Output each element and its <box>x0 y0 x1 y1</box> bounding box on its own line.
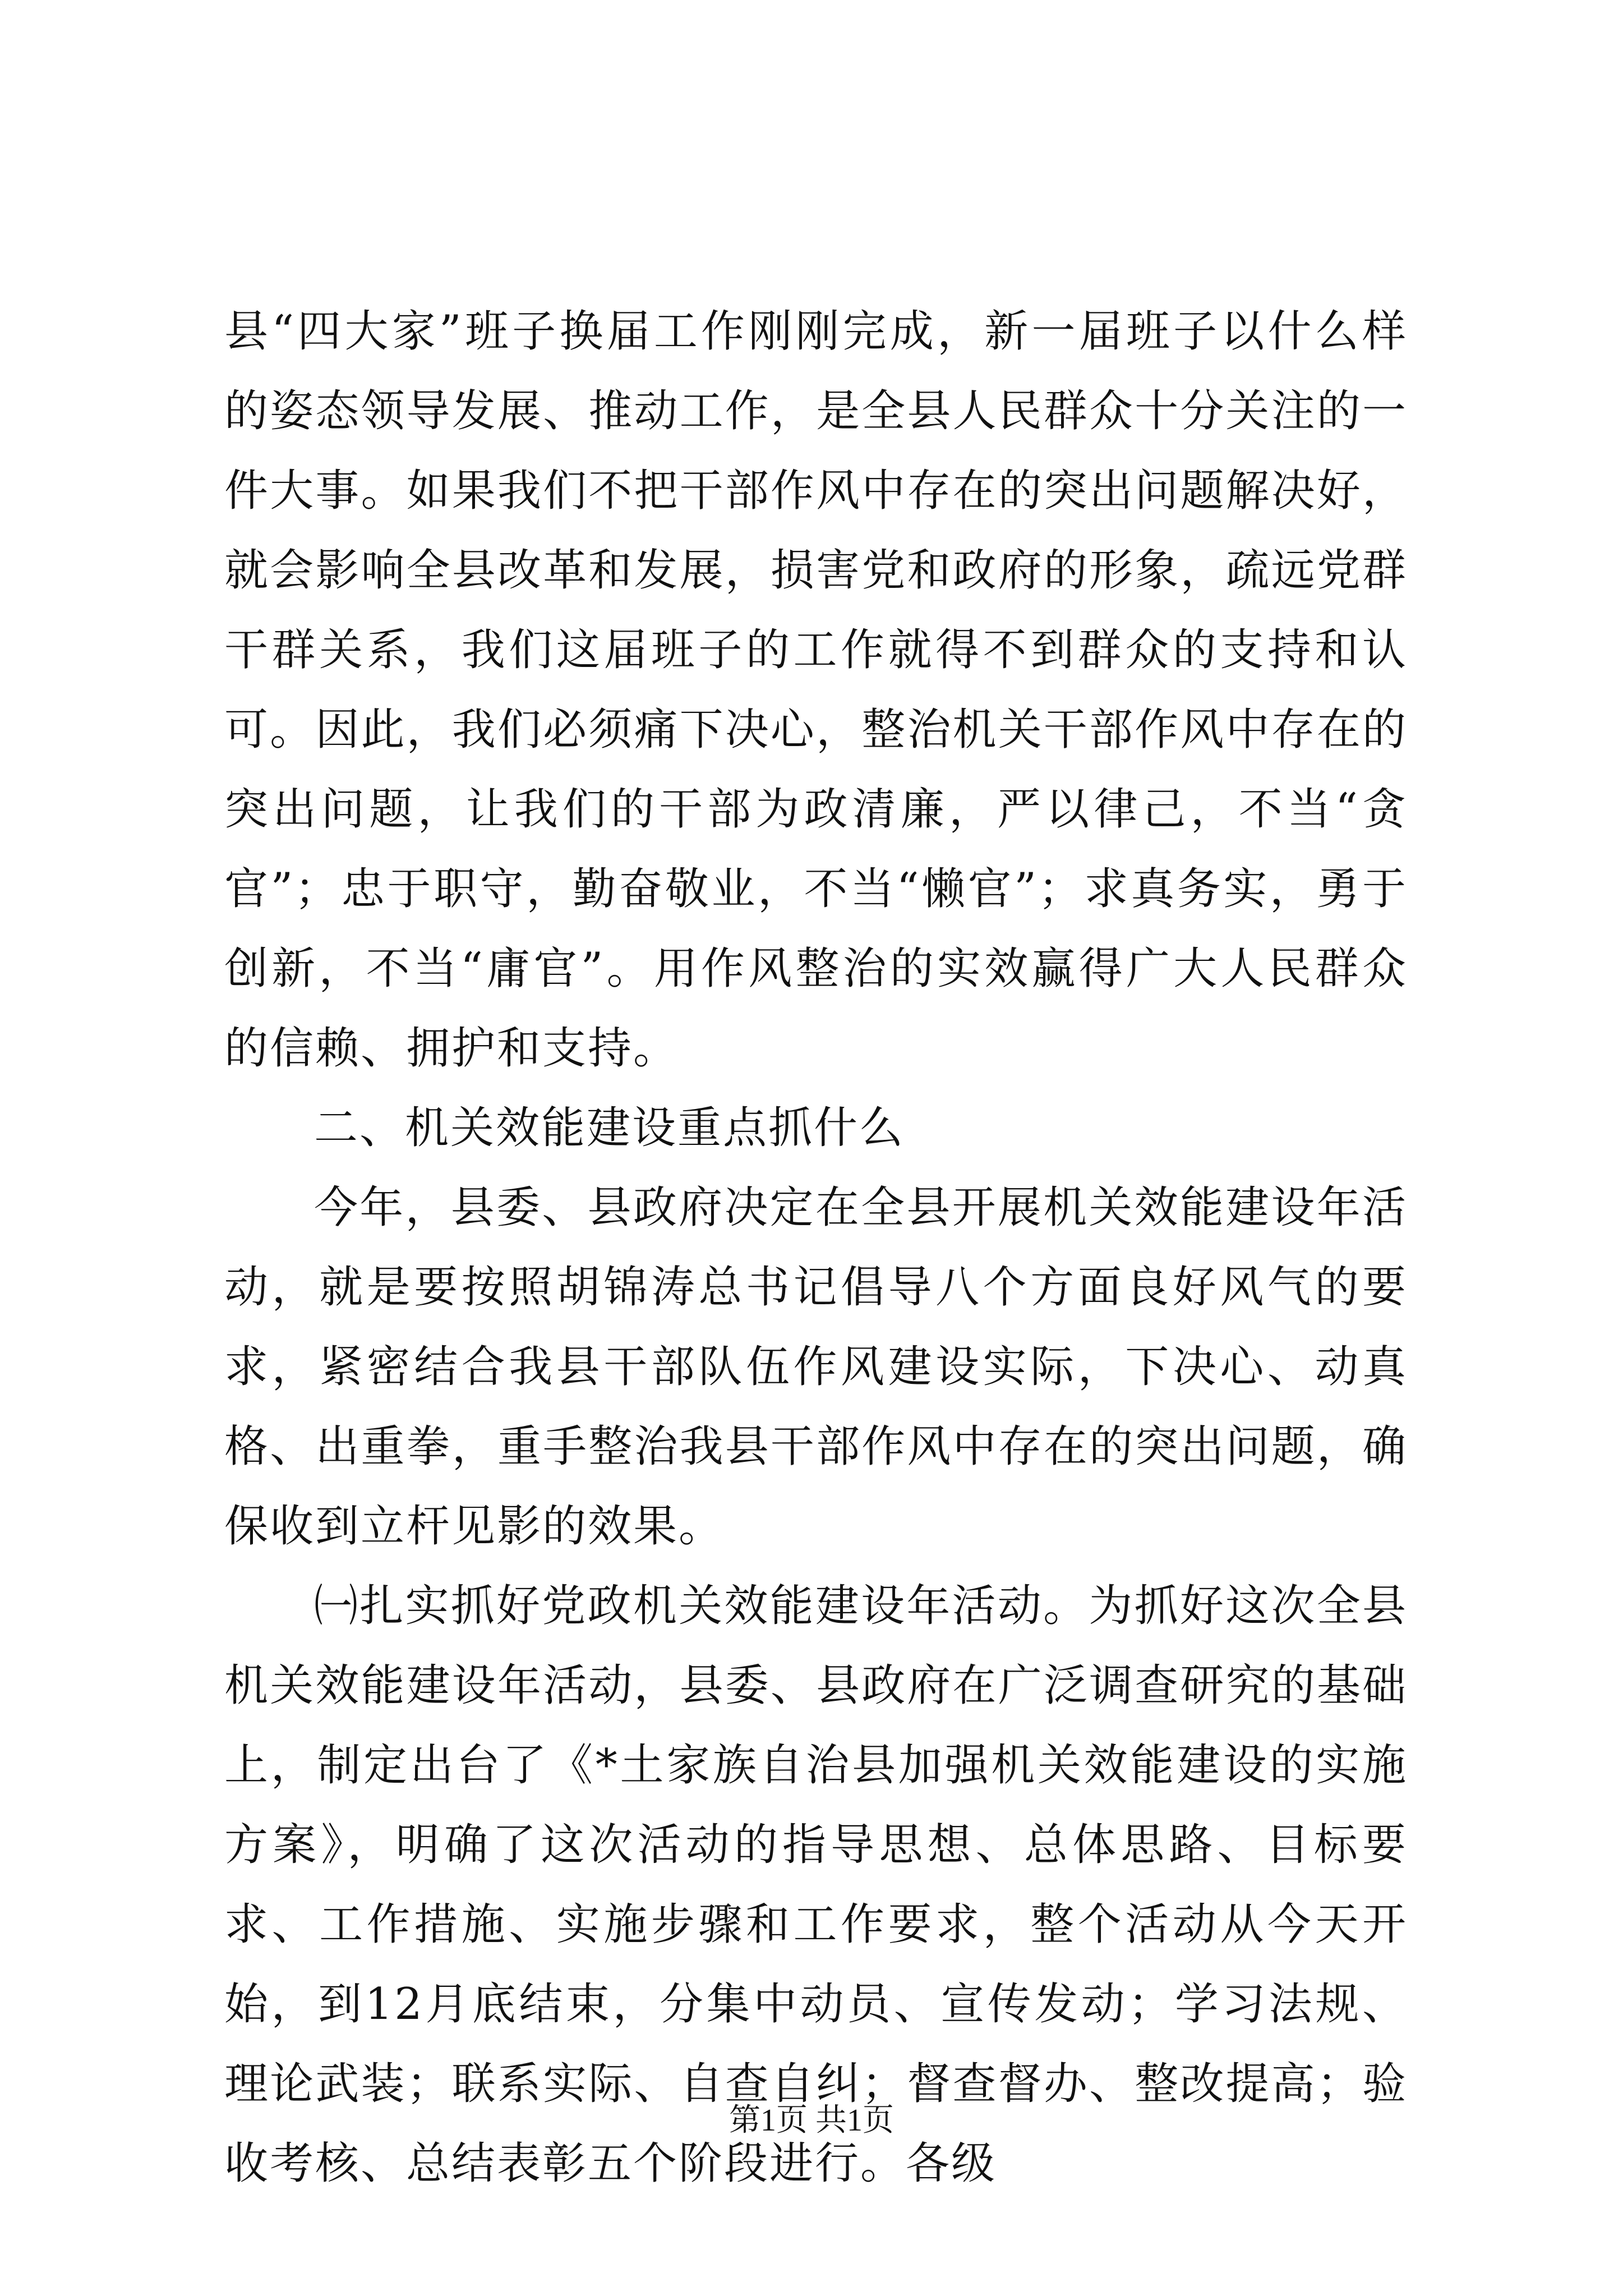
paragraph-1: 县“四大家”班子换届工作刚刚完成，新一届班子以什么样的姿态领导发展、推动工作，是全县人民群众十分关注的一件大事。如果我们不把干部作风中存在的突出问题解决好，就会影响全县改革和发展，损害党和政府的形象，疏远党群干群关系，我们这届班子的工作就得不到群众的支持和认可。因此，我们必须痛下决心，整治机关干部作风中存在的突出问题，让我们的干部为政清廉，严以律己，不当“贪官”；忠于职守，勤奋敬业，不当“懒官”；求真务实，勇于创新，不当“庸官”。用作风整治的实效赢得广大人民群众的信赖、拥护和支持。 <box>224 306 1408 1074</box>
page-footer: 第1页 共1页 <box>729 2103 894 2138</box>
paragraph-4: ㈠扎实抓好党政机关效能建设年活动。为抓好这次全县机关效能建设年活动，县委、县政府在广泛调查研究的基础上，制定出台了《*土家族自治县加强机关效能建设的实施方案》，明确了这次活动的指导思想、总体思路、目标要求、工作措施、实施步骤和工作要求，整个活动从今天开始，到12月底结束，分集中动员、宣传发动；学习法规、理论武装；联系实际、自查自纠；督查督办、整改提高；验收考核、总结表彰五个阶段进行。各级 <box>224 1581 1408 2189</box>
section-heading-2: 二、机关效能建设重点抓什么 <box>314 1103 905 1153</box>
document-body <box>224 292 1408 2203</box>
paragraph-3: 今年，县委、县政府决定在全县开展机关效能建设年活动，就是要按照胡锦涛总书记倡导八个方面良好风气的要求，紧密结合我县干部队伍作风建设实际，下决心、动真格、出重拳，重手整治我县干部作风中存在的突出问题，确保收到立杆见影的效果。 <box>224 1182 1408 1552</box>
